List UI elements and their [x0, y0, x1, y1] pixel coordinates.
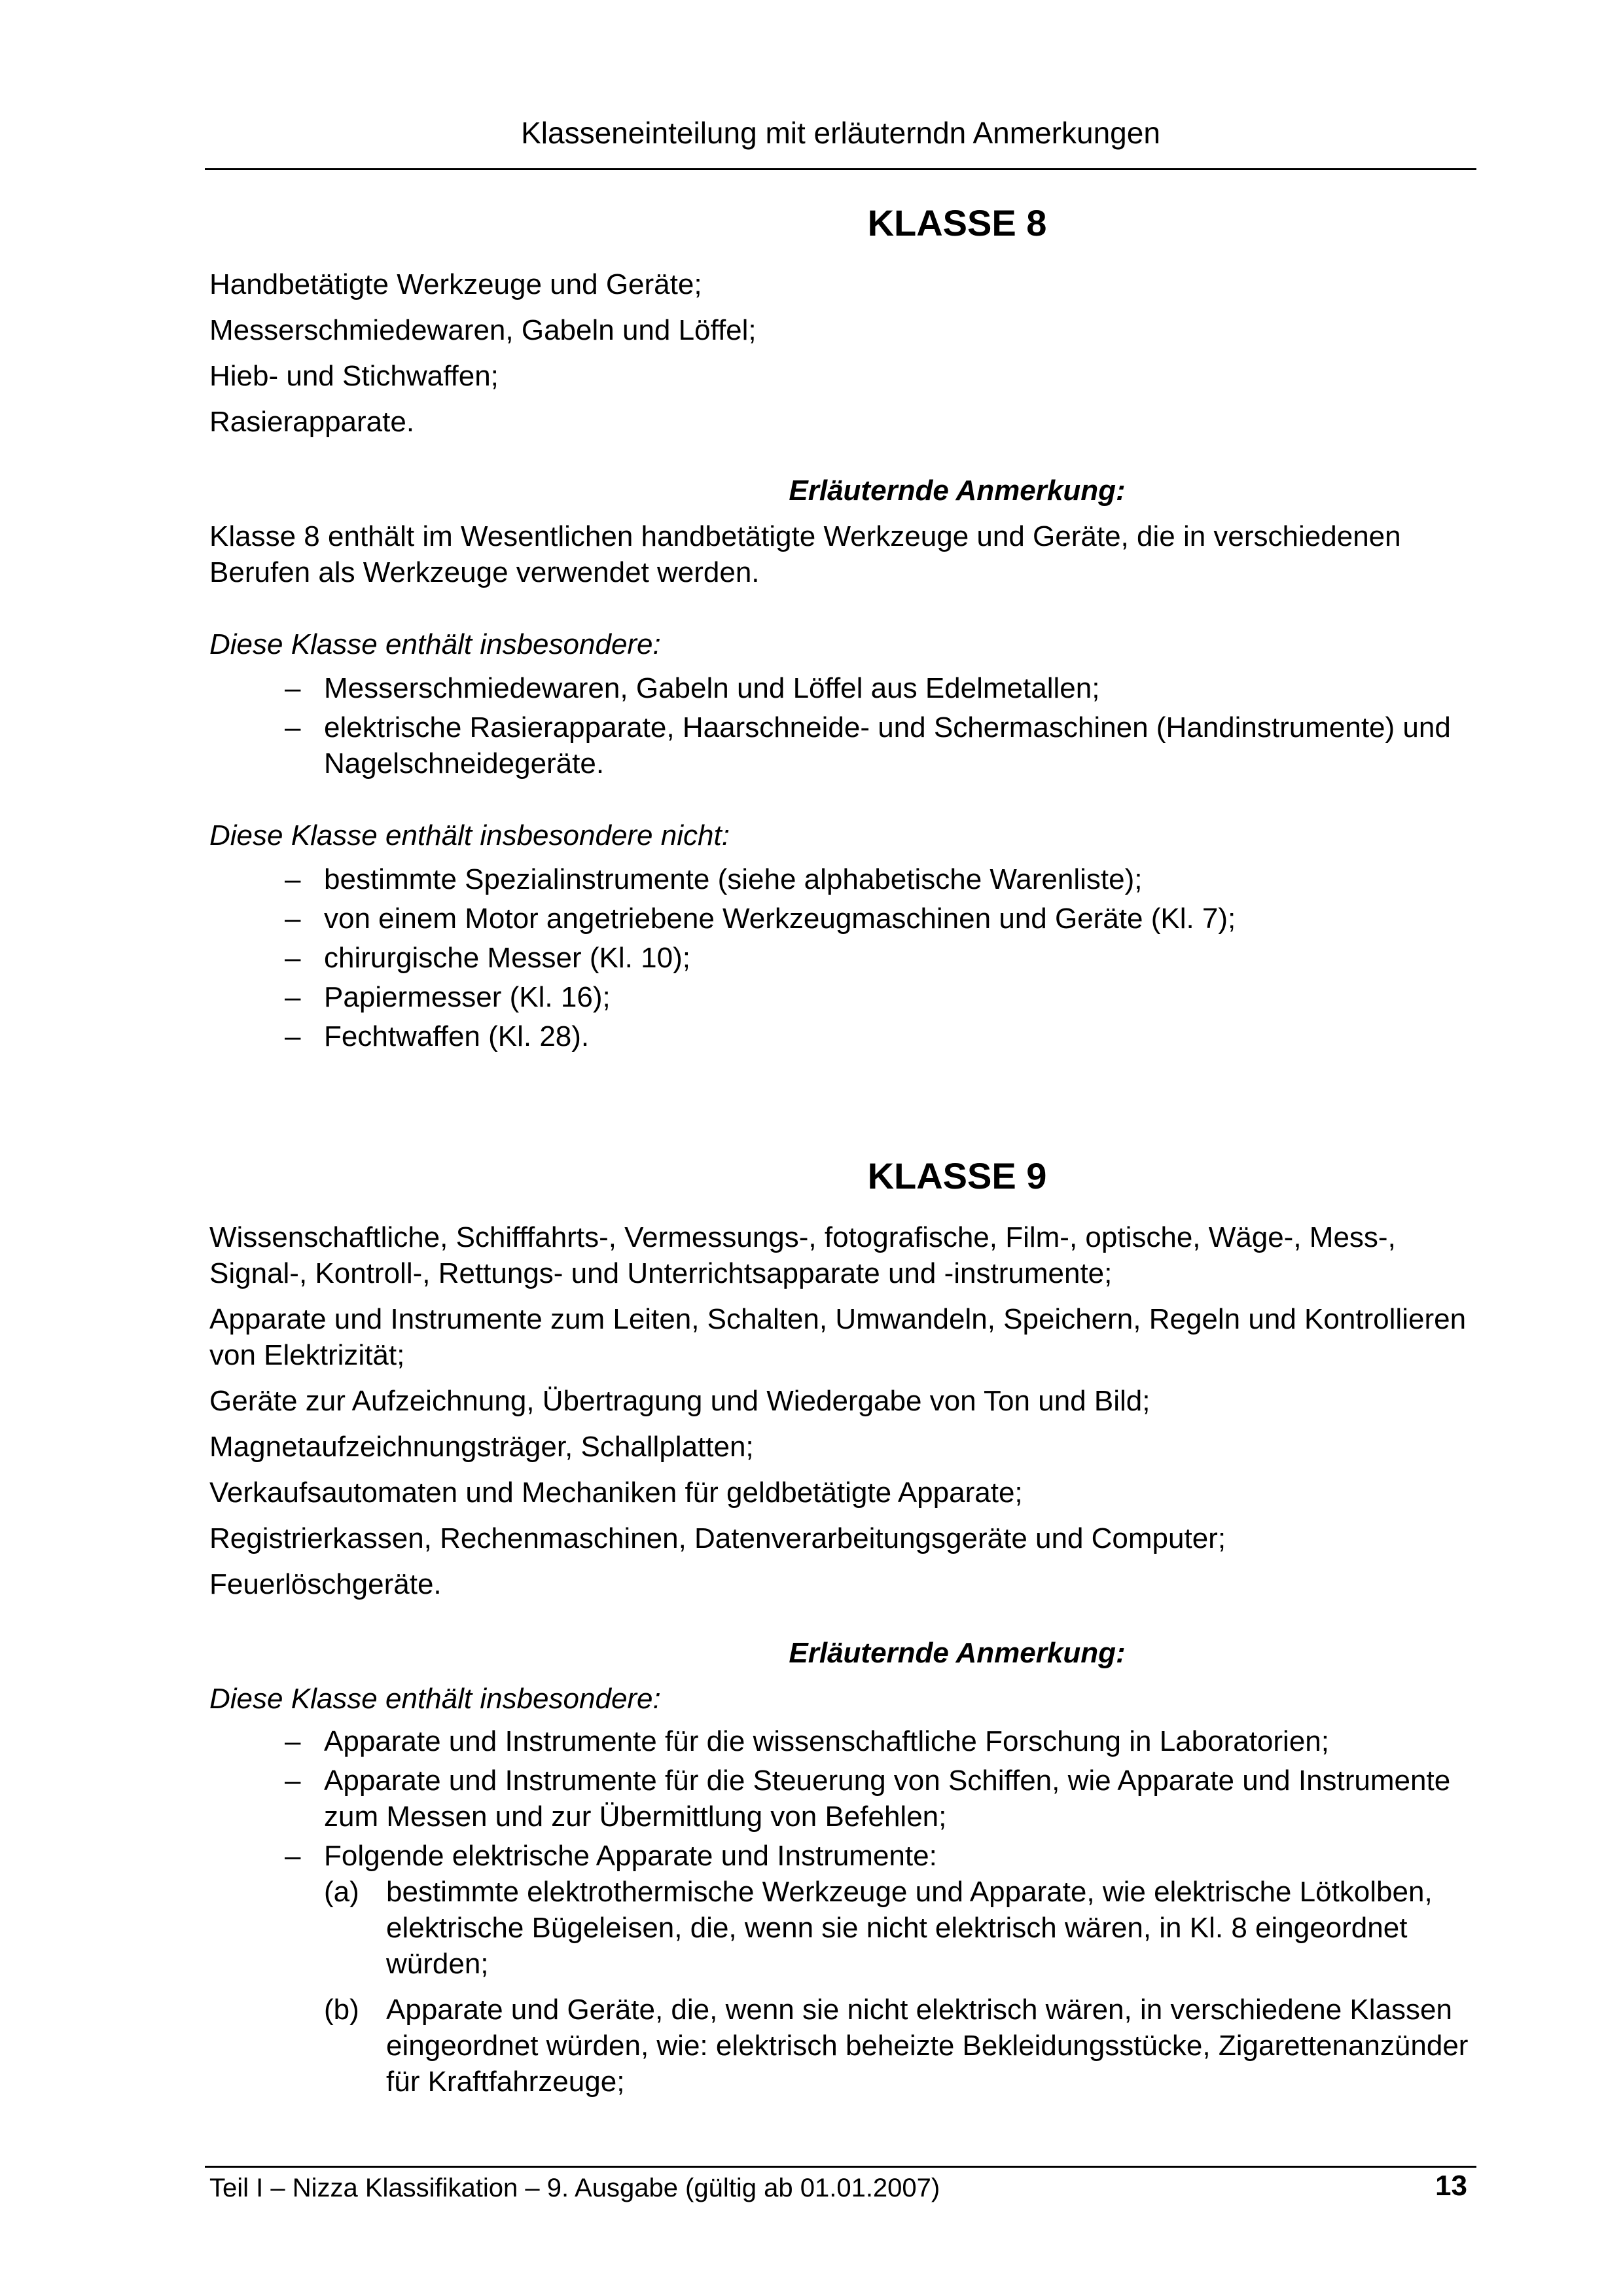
- list-item-text: chirurgische Messer (Kl. 10);: [324, 942, 690, 974]
- class-9-note-title: Erläuternde Anmerkung:: [789, 1637, 1126, 1669]
- dash-marker: –: [285, 863, 301, 895]
- list-item-text: Papiermesser (Kl. 16);: [324, 981, 611, 1013]
- class-9-heading: Feuerlöschgeräte.: [209, 1568, 442, 1600]
- list-item-text: Apparate und Instrumente für die Steuerung von Schiffen, wie Apparate und Instrumente zum Messen und zur Übermittlung von Befehlen;: [324, 1765, 1451, 1833]
- footer-text: Teil I – Nizza Klassifikation – 9. Ausgabe (gültig ab 01.01.2007): [209, 2174, 940, 2202]
- list-item-text: Messerschmiedewaren, Gabeln und Löffel aus Edelmetallen;: [324, 672, 1100, 704]
- list-item-text: Fechtwaffen (Kl. 28).: [324, 1020, 590, 1052]
- class-8-includes-title: Diese Klasse enthält insbesondere:: [209, 628, 661, 660]
- sub-item-label: (a): [324, 1876, 359, 1908]
- list-item-text: bestimmte Spezialinstrumente (siehe alphabetische Warenliste);: [324, 863, 1143, 895]
- class-9-heading: Geräte zur Aufzeichnung, Übertragung und Wiedergabe von Ton und Bild;: [209, 1385, 1150, 1417]
- class-9-includes-list: [209, 1723, 1472, 2100]
- sub-list-item: [324, 1874, 1472, 1982]
- class-9-includes-title: Diese Klasse enthält insbesondere:: [209, 1683, 661, 1715]
- sub-list-item: [324, 1992, 1472, 2100]
- sub-item-text: bestimmte elektrothermische Werkzeuge und Apparate, wie elektrische Lötkolben, elektrische Bügeleisen, die, wenn sie nicht elektrisch wären, in Kl. 8 eingeordnet würden;: [386, 1876, 1433, 1980]
- dash-marker: –: [285, 1725, 301, 1757]
- dash-marker: –: [285, 711, 301, 744]
- dash-marker: –: [285, 981, 301, 1013]
- class-8-excludes-list: [209, 861, 1472, 1054]
- class-8-heading: Messerschmiedewaren, Gabeln und Löffel;: [209, 314, 757, 346]
- class-8-excludes-title: Diese Klasse enthält insbesondere nicht:: [209, 819, 730, 852]
- class-8-title: KLASSE 8: [867, 202, 1047, 243]
- list-item: [209, 1723, 1472, 1759]
- dash-marker: –: [285, 1840, 301, 1872]
- class-8-heading: Hieb- und Stichwaffen;: [209, 360, 499, 392]
- list-item: [209, 670, 1472, 706]
- list-item: [209, 709, 1472, 781]
- dash-marker: –: [285, 672, 301, 704]
- page-content: [209, 200, 1472, 2136]
- dash-marker: –: [285, 1020, 301, 1052]
- class-8-includes-list: [209, 670, 1472, 781]
- dash-marker: –: [285, 942, 301, 974]
- dash-marker: –: [285, 903, 301, 935]
- list-item: [209, 1763, 1472, 1835]
- page-header: Klasseneinteilung mit erläuterndn Anmerkungen: [521, 116, 1160, 150]
- class-8-heading: Rasierapparate.: [209, 406, 415, 438]
- class-8-heading: Handbetätigte Werkzeuge und Geräte;: [209, 268, 702, 300]
- electrical-sub-list: [324, 1874, 1472, 2100]
- class-9-heading: Magnetaufzeichnungsträger, Schallplatten;: [209, 1431, 754, 1463]
- class-9-heading: Apparate und Instrumente zum Leiten, Schalten, Umwandeln, Speichern, Regeln und Kontrollieren von Elektrizität;: [209, 1303, 1467, 1371]
- class-9-title: KLASSE 9: [867, 1155, 1047, 1196]
- sub-item-label: (b): [324, 1994, 359, 2026]
- list-item-text: elektrische Rasierapparate, Haarschneide- und Schermaschinen (Handinstrumente) und Nagelschneidegeräte.: [324, 711, 1451, 780]
- list-item: [209, 979, 1472, 1015]
- class-8-note-text: Klasse 8 enthält im Wesentlichen handbetätigte Werkzeuge und Geräte, die in verschiedenen Berufen als Werkzeuge verwendet werden.: [209, 520, 1401, 588]
- class-9-heading: Verkaufsautomaten und Mechaniken für geldbetätigte Apparate;: [209, 1477, 1023, 1509]
- sub-item-text: Apparate und Geräte, die, wenn sie nicht elektrisch wären, in verschiedene Klassen eingeordnet würden, wie: elektrisch beheizte Bekleidungsstücke, Zigarettenanzünder für Kraftfahrzeuge;: [386, 1994, 1469, 2098]
- list-item: [209, 901, 1472, 937]
- class-9-heading: Registrierkassen, Rechenmaschinen, Datenverarbeitungsgeräte und Computer;: [209, 1522, 1226, 1554]
- list-item: [209, 1838, 1472, 2100]
- class-8-note-title: Erläuternde Anmerkung:: [789, 475, 1126, 507]
- list-item: [209, 1018, 1472, 1054]
- header-rule: [205, 168, 1476, 170]
- dash-marker: –: [285, 1765, 301, 1797]
- list-item: [209, 940, 1472, 976]
- list-item-text: Apparate und Instrumente für die wissenschaftliche Forschung in Laboratorien;: [324, 1725, 1329, 1757]
- list-item-text: Folgende elektrische Apparate und Instrumente:: [324, 1840, 937, 1872]
- list-item-text: von einem Motor angetriebene Werkzeugmaschinen und Geräte (Kl. 7);: [324, 903, 1236, 935]
- page-number: 13: [1435, 2170, 1467, 2202]
- class-9-heading: Wissenschaftliche, Schifffahrts-, Vermessungs-, fotografische, Film-, optische, Wäge-, Mess-, Signal-, Kontroll-, Rettungs- und Unterrichtsapparate und -instrumente;: [209, 1221, 1396, 1289]
- list-item: [209, 861, 1472, 897]
